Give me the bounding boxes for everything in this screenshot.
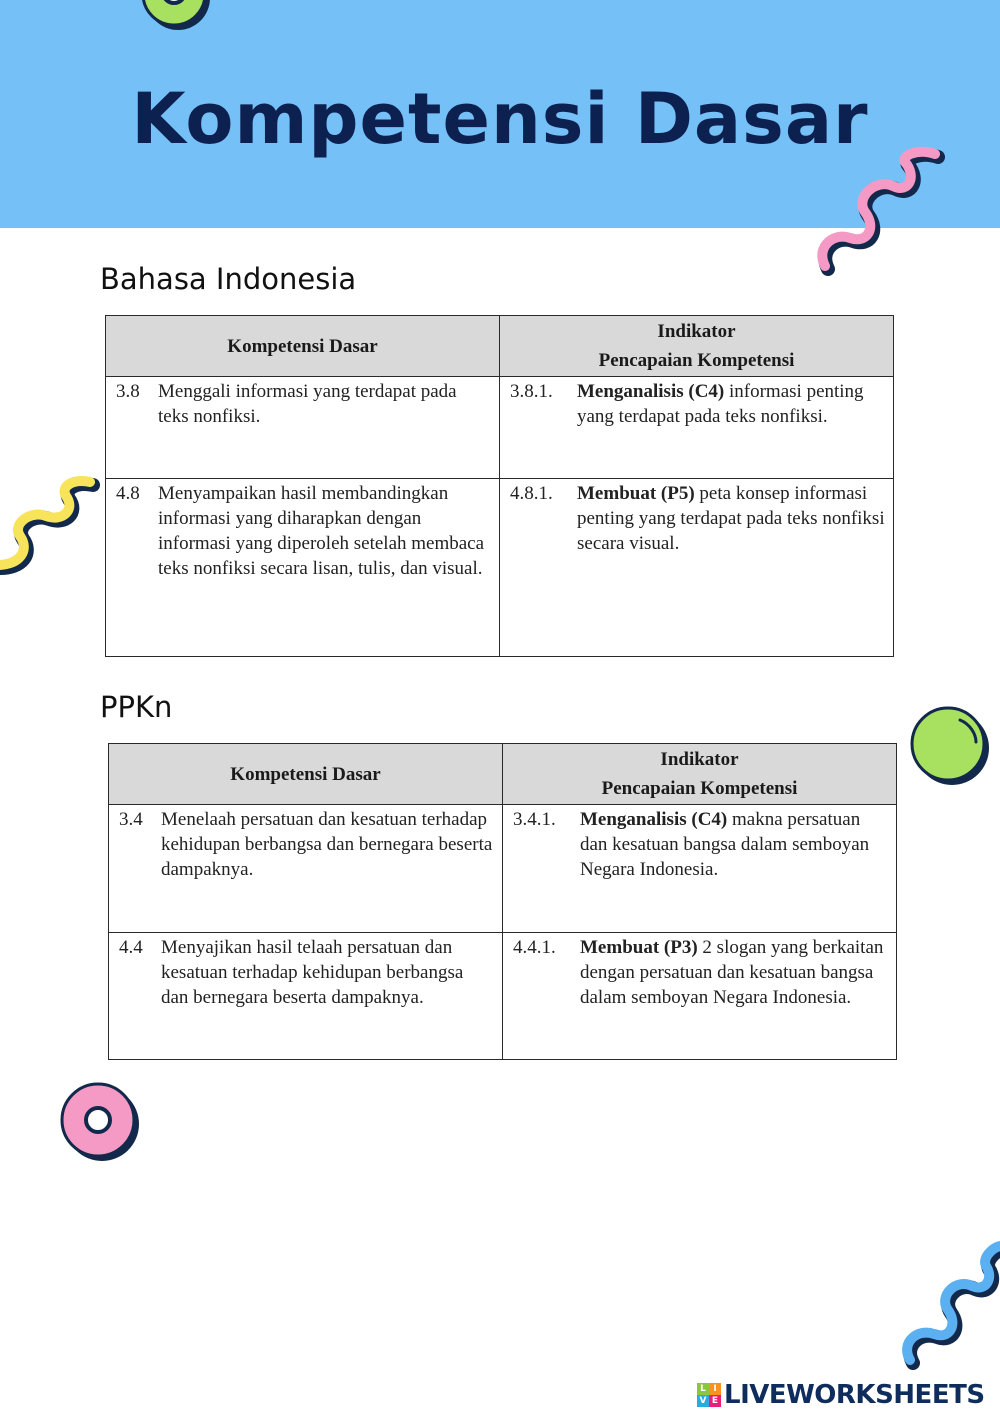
table-row	[109, 805, 897, 933]
indicator-cell	[503, 933, 897, 1060]
kd-cell	[106, 479, 500, 657]
indicator-text: peta konsep informasi penting yang terdapat pada teks nonfiksi secara visual.	[577, 483, 885, 554]
indicator-cell	[500, 479, 894, 657]
watermark-text: LIVEWORKSHEETS	[724, 1380, 985, 1410]
liveworksheets-watermark	[697, 1380, 985, 1410]
kd-code: 4.8	[116, 483, 140, 504]
column-header-kompetensi-dasar: Kompetensi Dasar	[106, 316, 500, 377]
donut-pink-bottom-icon	[58, 1080, 144, 1166]
column-header-indikator-line1: Indikator	[660, 749, 739, 770]
column-header-kompetensi-dasar: Kompetensi Dasar	[109, 744, 503, 805]
kd-text: Menyajikan hasil telaah persatuan dan kesatuan terhadap kehidupan berbangsa dan bernegara beserta dampaknya.	[161, 937, 464, 1008]
page-title: Kompetensi Dasar	[131, 78, 869, 160]
indicator-cell	[503, 805, 897, 933]
donut-green-top-icon	[135, 0, 225, 48]
liveworksheets-logo-icon: L I V E	[697, 1383, 721, 1407]
section-heading-bahasa-indonesia: Bahasa Indonesia	[100, 262, 357, 296]
kd-cell	[109, 805, 503, 933]
indicator-text: 2 slogan yang berkaitan dengan persatuan dan kesatuan bangsa dalam semboyan Negara Indonesia.	[580, 937, 884, 1008]
table-row	[109, 933, 897, 1060]
indicator-verb: Menganalisis (C4)	[580, 809, 728, 830]
kd-code: 4.4	[119, 937, 143, 958]
kd-text: Menyampaikan hasil membandingkan informasi yang diharapkan dengan informasi yang diperoleh setelah membaca teks nonfiksi secara lisan, tulis, dan visual.	[158, 483, 485, 579]
section-heading-ppkn: PPKn	[100, 690, 173, 724]
indicator-code: 4.8.1.	[510, 483, 553, 504]
squiggle-yellow-left-icon	[0, 470, 100, 580]
table-bahasa-indonesia	[105, 315, 894, 657]
indicator-verb: Membuat (P5)	[577, 483, 695, 504]
table-ppkn	[108, 743, 897, 1060]
kd-code: 3.8	[116, 381, 140, 402]
indicator-code: 3.4.1.	[513, 809, 556, 830]
ball-green-right-icon	[908, 704, 994, 790]
squiggle-blue-bottom-icon	[896, 1238, 1000, 1370]
indicator-verb: Menganalisis (C4)	[577, 381, 725, 402]
column-header-indikator	[503, 744, 897, 805]
kd-text: Menggali informasi yang terdapat pada teks nonfiksi.	[158, 381, 457, 427]
column-header-indikator-line2: Pencapaian Kompetensi	[601, 778, 798, 799]
table-row	[106, 479, 894, 657]
indicator-code: 3.8.1.	[510, 381, 553, 402]
kd-cell	[106, 377, 500, 479]
kd-text: Menelaah persatuan dan kesatuan terhadap kehidupan berbangsa dan bernegara beserta dampaknya.	[161, 809, 493, 880]
column-header-indikator	[500, 316, 894, 377]
kd-code: 3.4	[119, 809, 143, 830]
squiggle-pink-top-icon	[805, 140, 950, 285]
indicator-cell	[500, 377, 894, 479]
column-header-indikator-line2: Pencapaian Kompetensi	[598, 350, 795, 371]
column-header-indikator-line1: Indikator	[657, 321, 736, 342]
indicator-code: 4.4.1.	[513, 937, 556, 958]
indicator-text: informasi penting yang terdapat pada teks nonfiksi.	[577, 381, 864, 427]
indicator-text: makna persatuan dan kesatuan bangsa dalam semboyan Negara Indonesia.	[580, 809, 870, 880]
table-row	[106, 377, 894, 479]
indicator-verb: Membuat (P3)	[580, 937, 698, 958]
kd-cell	[109, 933, 503, 1060]
